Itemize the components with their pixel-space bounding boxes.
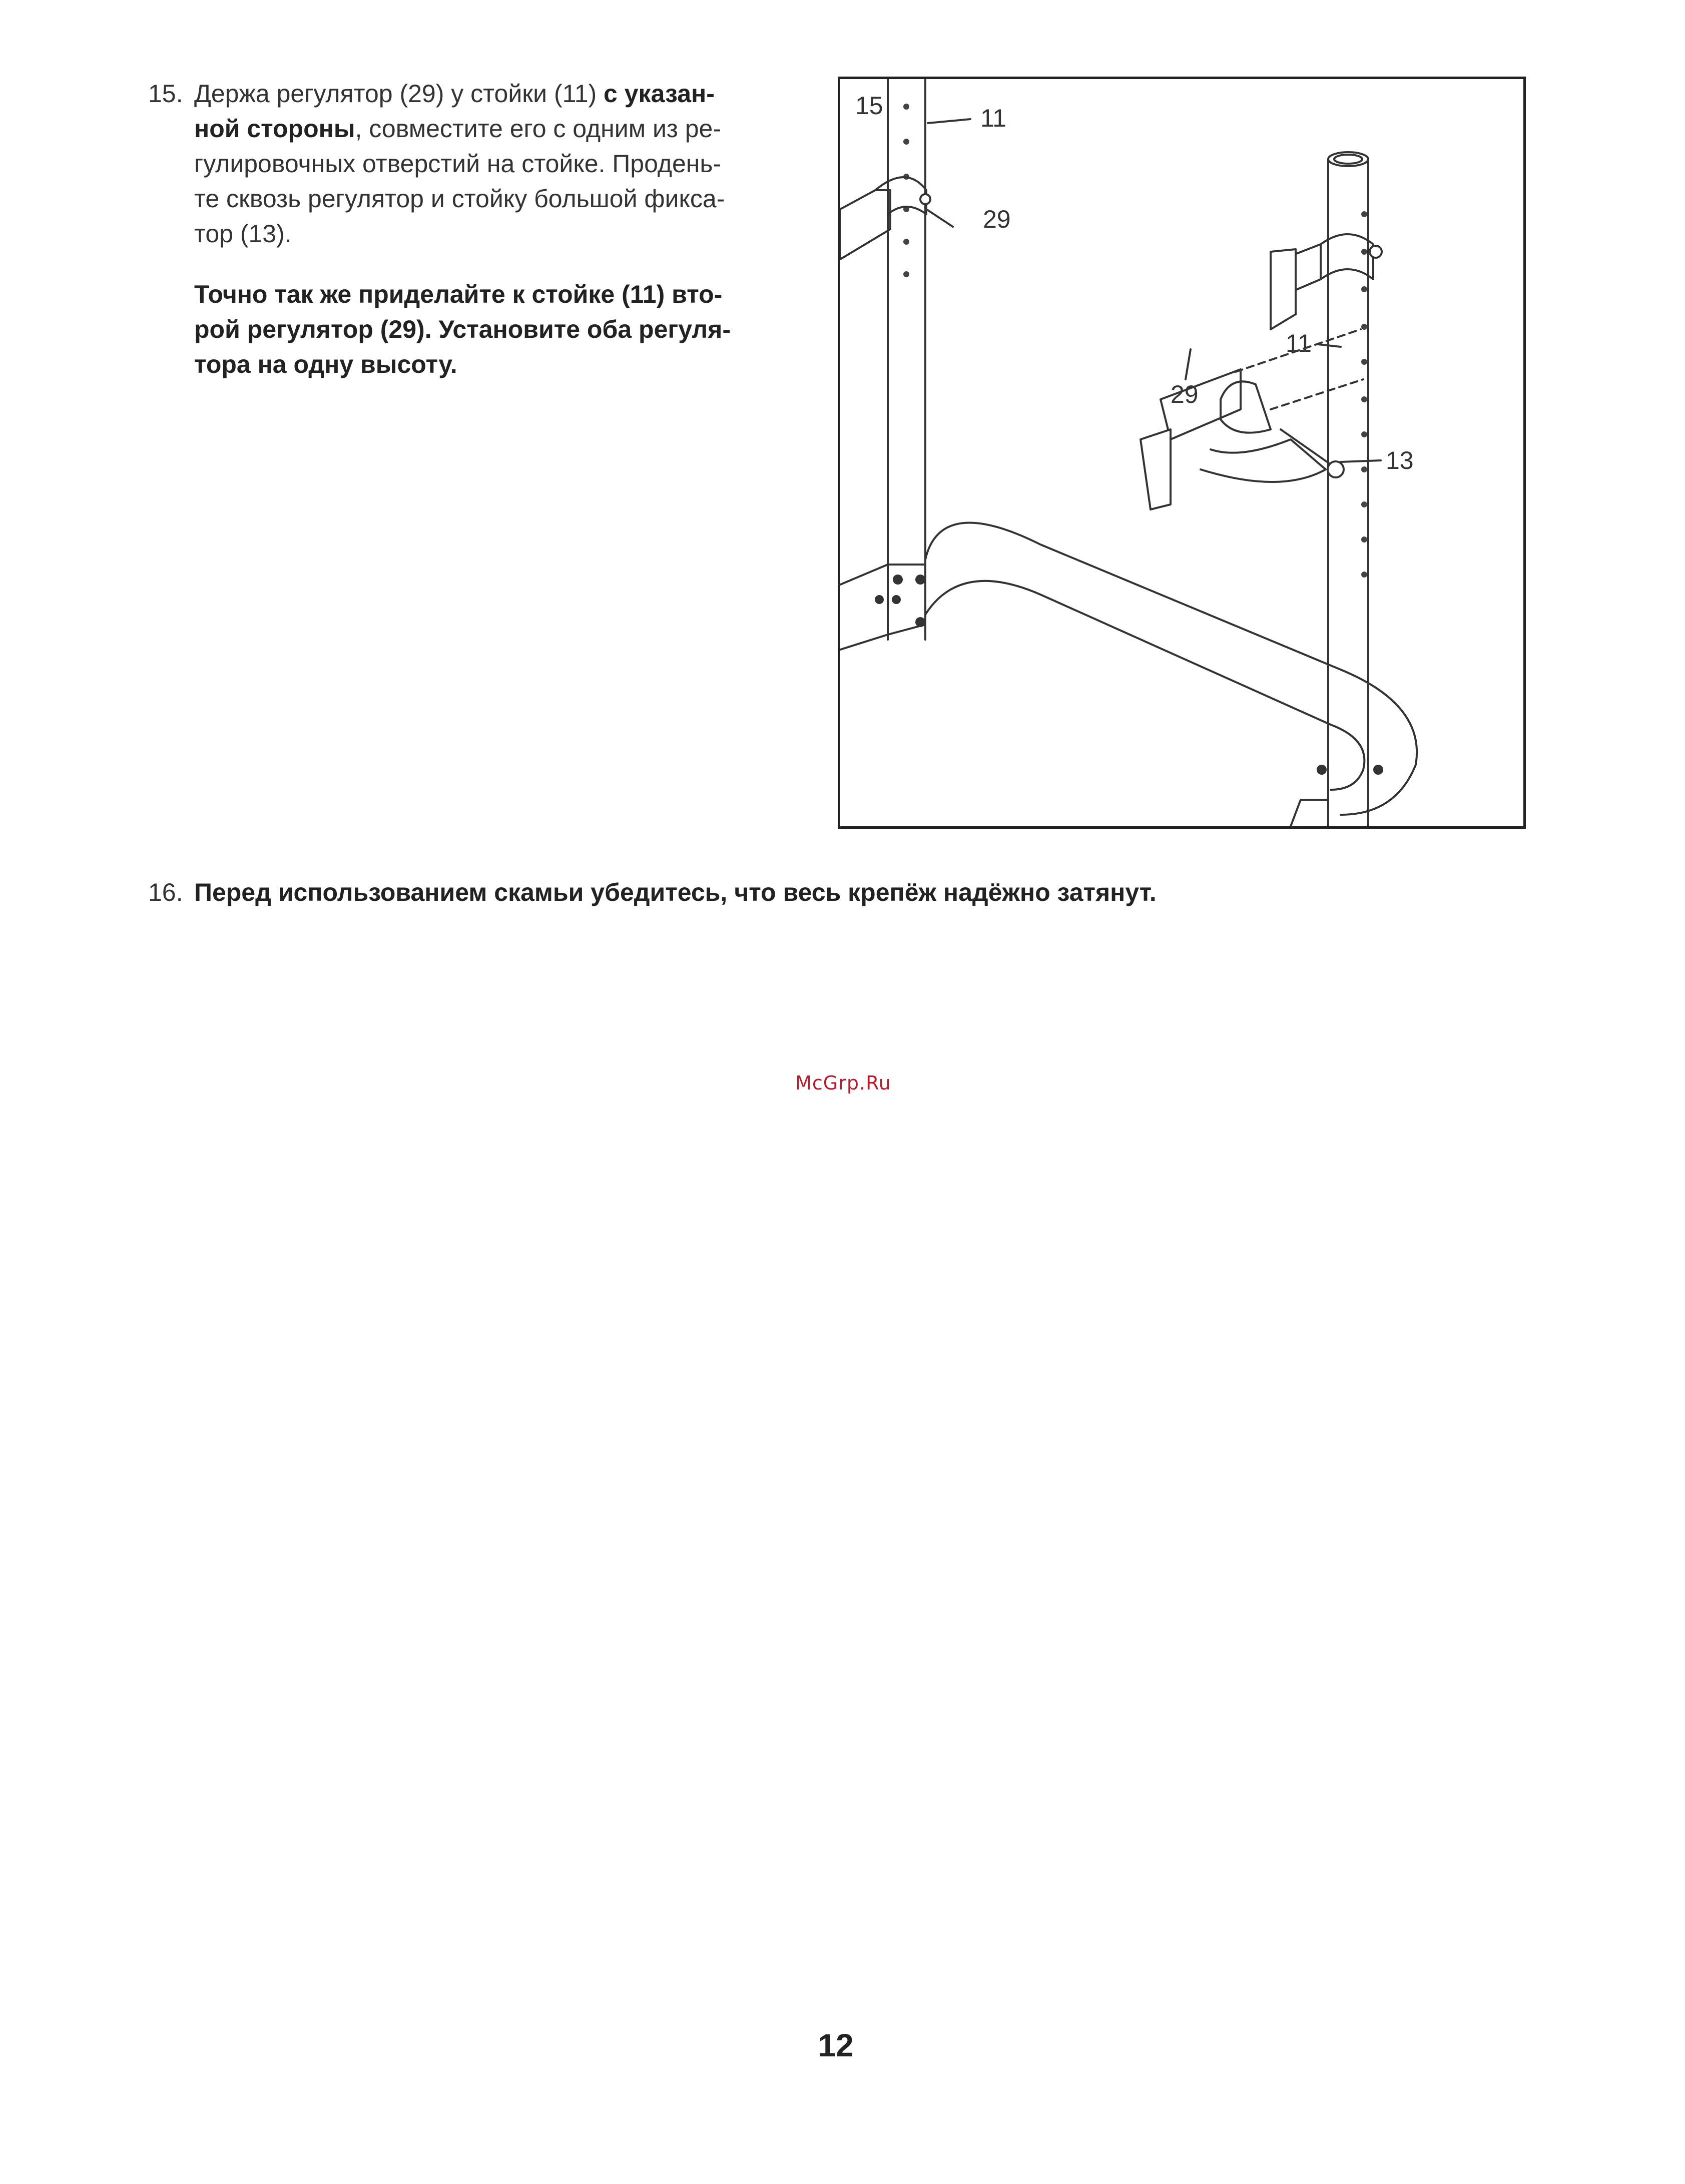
base-tube-inner [925, 581, 1364, 790]
step-15-line-4: те сквозь регулятор и стойку большой фикса- [194, 185, 725, 213]
base-tube-outer [925, 523, 1417, 815]
step-15-line-1 [194, 76, 725, 111]
assembly-drawing [840, 79, 1523, 826]
step-15-note-line-1: Точно так же приделайте к стойке (11) вто- [194, 280, 723, 308]
watermark: McGrp.Ru [795, 1072, 891, 1094]
callout-29-top: 29 [983, 205, 1011, 233]
knob-13-pin [1281, 429, 1331, 464]
step-15-note [194, 277, 795, 382]
callout-11-mid: 11 [1286, 329, 1312, 357]
assembly-figure [838, 77, 1526, 829]
leader-11-mid [1318, 344, 1341, 347]
leader-13 [1341, 460, 1381, 462]
step-15-line-1-text: Держа регулятор (29) у стойки (11) [194, 80, 604, 108]
step-15-note-line-2: рой регулятор (29). Установите оба регуля- [194, 315, 731, 343]
leader-29-mid [1186, 349, 1191, 379]
left-post [888, 79, 925, 640]
step-15-number: 15. [148, 80, 183, 108]
leader-29-top [928, 210, 953, 227]
step-16-text: Перед использованием скамьи убедитесь, что весь крепёж надёжно затянут. [194, 878, 1157, 906]
step-15-instructions [194, 76, 725, 251]
step-15-line-2 [194, 111, 725, 146]
knob-13 [1328, 461, 1344, 477]
leader-11-top [928, 119, 970, 123]
step-15-line-2-bold: ной стороны [194, 115, 355, 143]
step-15-line-2-text: , совместите его с одним из ре- [355, 115, 721, 143]
figure-step-label: 15 [855, 92, 883, 120]
callout-29-mid: 29 [1171, 380, 1199, 408]
adjuster-29-collar [1221, 381, 1271, 432]
adjuster-29-strap [1201, 439, 1326, 482]
left-base-bracket [840, 565, 925, 650]
adjuster-29-pad [1141, 429, 1171, 509]
left-adjuster-arm [840, 190, 890, 259]
page-number: 12 [818, 2027, 854, 2063]
step-15-note-line-3: тора на одну высоту. [194, 350, 457, 378]
step-15-line-5: тор (13). [194, 220, 292, 248]
step-15-line-1-bold: с указан- [604, 80, 715, 108]
callout-13: 13 [1386, 446, 1414, 474]
step-15-line-3: гулировочных отверстий на стойке. Продень- [194, 150, 722, 178]
callout-11-top: 11 [980, 104, 1006, 132]
left-adjuster-collar [875, 177, 926, 214]
step-16-number: 16. [148, 878, 183, 906]
